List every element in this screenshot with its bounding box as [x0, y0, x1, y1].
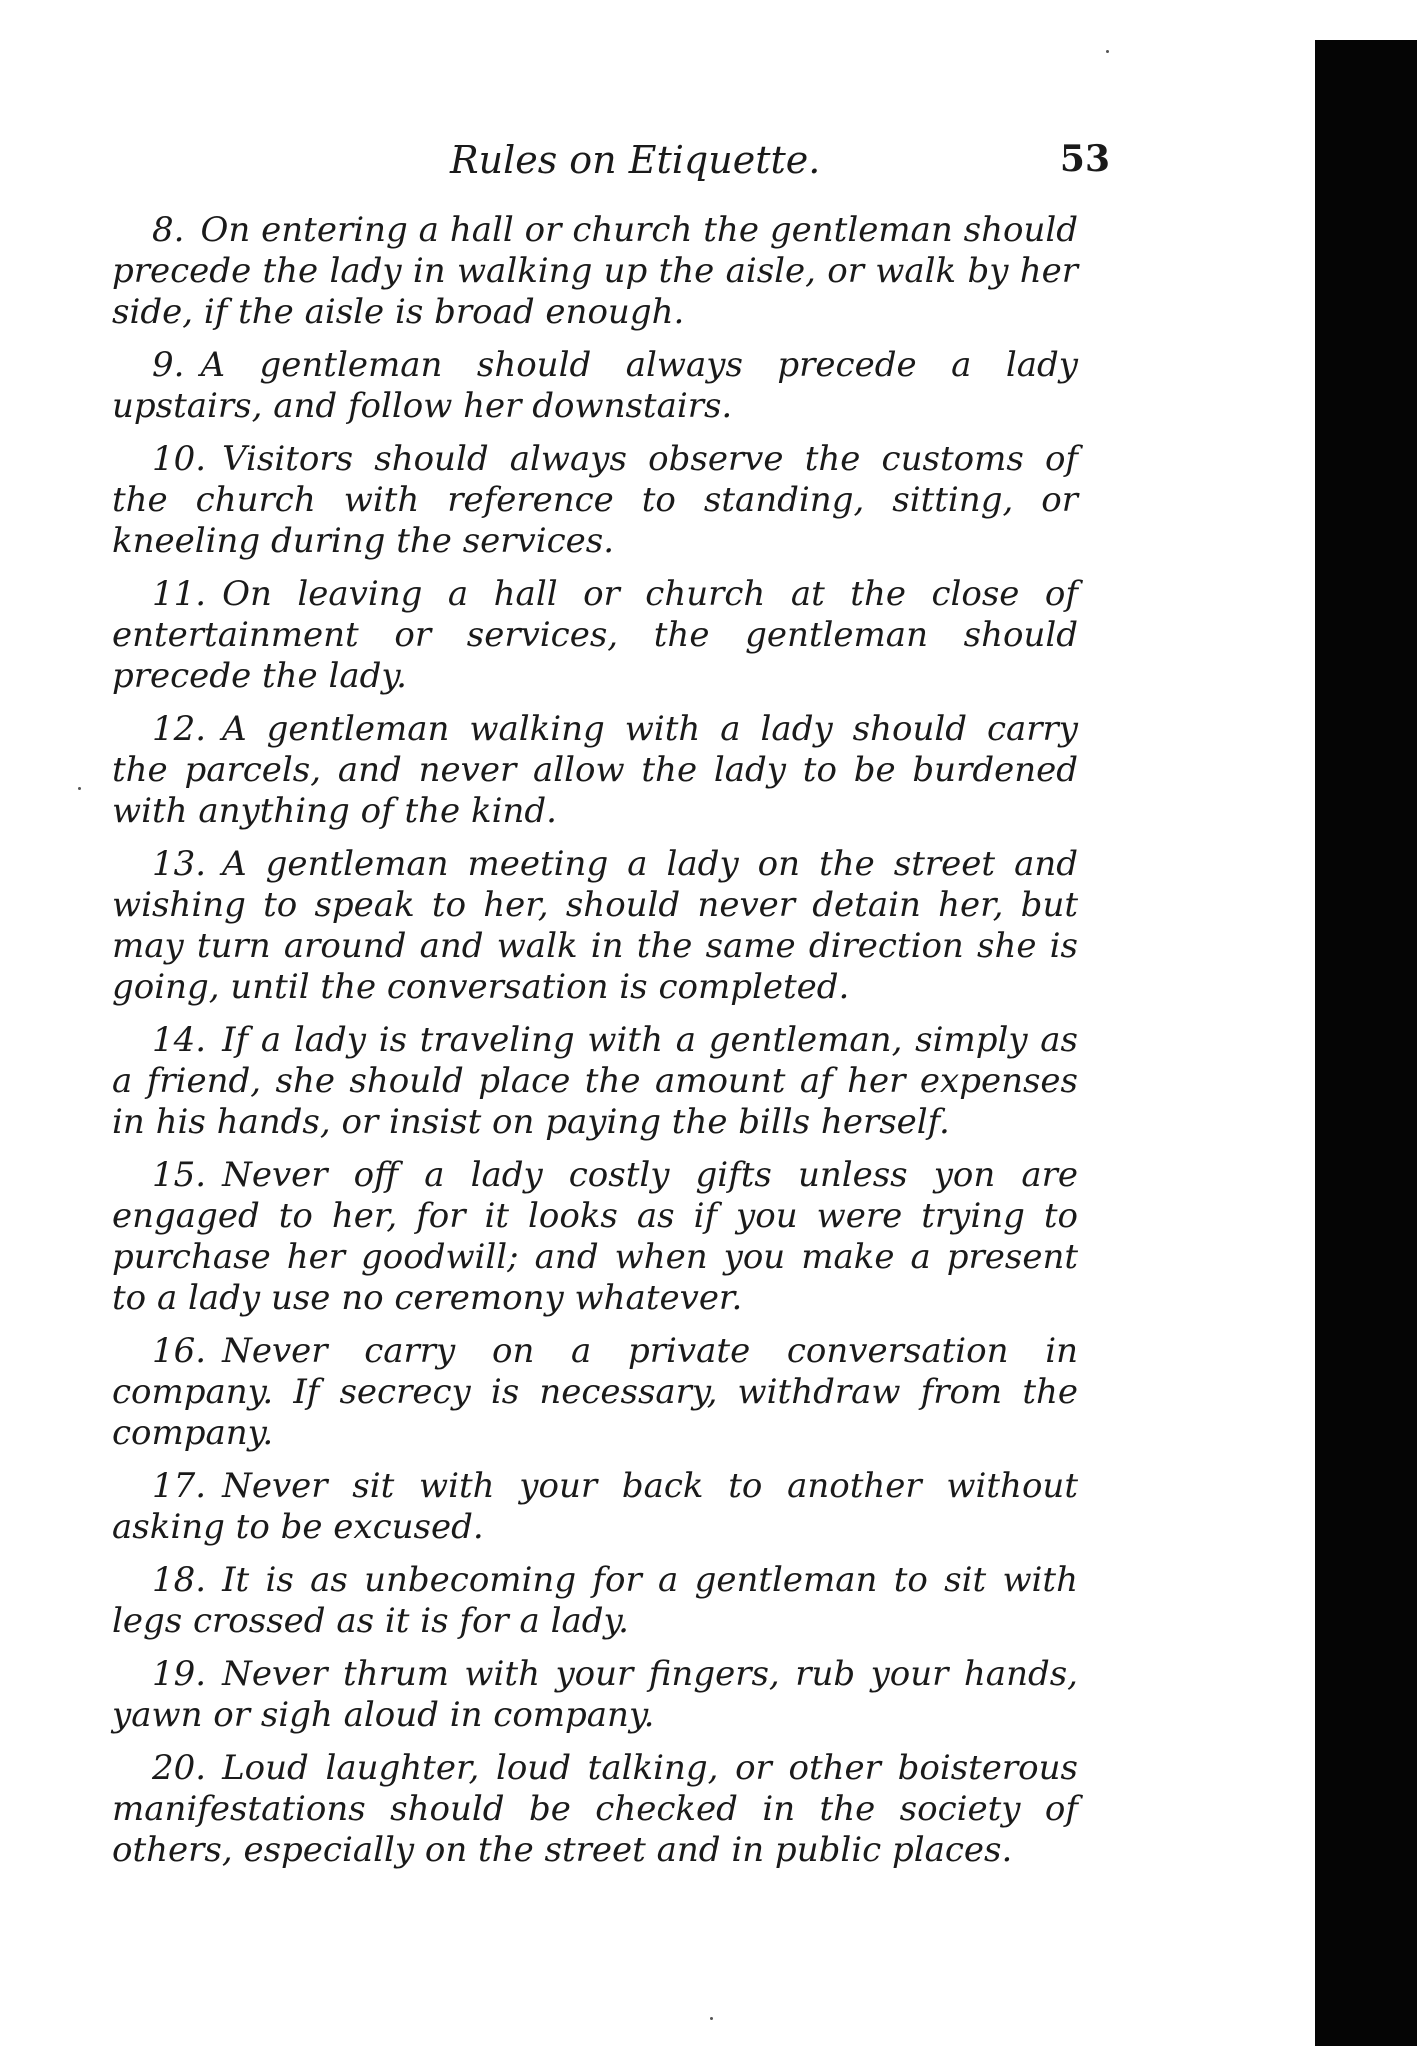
rule-item — [112, 1748, 1078, 1871]
rule-text: Visitors should always observe the customs of the church with reference to standing, sitting, or kneeling during the services. — [112, 439, 1078, 561]
rule-text: On leaving a hall or church at the close of entertainment or services, the gentleman should precede the lady. — [112, 574, 1078, 696]
running-title: Rules on Etiquette. — [450, 138, 821, 182]
rule-item — [112, 1560, 1078, 1642]
rule-number: 8. — [152, 210, 185, 250]
rule-number: 15. — [152, 1155, 207, 1195]
rule-number: 12. — [152, 709, 207, 749]
rule-text: A gentleman should always precede a lady upstairs, and follow her downstairs. — [112, 345, 1078, 426]
rule-number: 18. — [152, 1560, 207, 1600]
rule-text: A gentleman walking with a lady should carry the parcels, and never allow the lady to be burdened with anything of the kind. — [112, 709, 1078, 831]
rule-text: It is as unbecoming for a gentleman to sit with legs crossed as it is for a lady. — [112, 1560, 1078, 1641]
rule-item — [112, 1466, 1078, 1548]
scan-speck — [710, 2017, 713, 2020]
rule-number: 13. — [152, 844, 207, 884]
rule-item — [112, 1020, 1078, 1143]
rule-number: 14. — [152, 1020, 207, 1060]
rule-item — [112, 439, 1078, 562]
rule-number: 19. — [152, 1654, 207, 1694]
rules-list — [112, 210, 1078, 1883]
rule-text: A gentleman meeting a lady on the street and wishing to speak to her, should never detain her, but may turn around and walk in the same direction she is going, until the conversation is completed. — [112, 844, 1078, 1007]
rule-item — [112, 1654, 1078, 1736]
rule-item — [112, 574, 1078, 697]
rule-item — [112, 210, 1078, 333]
rule-item — [112, 345, 1078, 427]
rule-text: Never sit with your back to another without asking to be excused. — [112, 1466, 1078, 1547]
rule-number: 16. — [152, 1331, 207, 1371]
rule-item — [112, 709, 1078, 832]
rule-number: 9. — [152, 345, 185, 385]
rule-item — [112, 1331, 1078, 1454]
rule-text: Never thrum with your fingers, rub your hands, yawn or sigh aloud in company. — [112, 1654, 1078, 1735]
rule-number: 11. — [152, 574, 207, 614]
rule-item — [112, 844, 1078, 1008]
rule-number: 10. — [152, 439, 207, 479]
page-header — [450, 138, 1110, 198]
rule-text: If a lady is traveling with a gentleman, simply as a friend, she should place the amount af her expenses in his hands, or insist on paying the bills herself. — [112, 1020, 1078, 1142]
scan-edge-bar — [1315, 40, 1417, 2046]
rule-item — [112, 1155, 1078, 1319]
rule-text: On entering a hall or church the gentleman should precede the lady in walking up the aisle, or walk by her side, if the aisle is broad enough. — [112, 210, 1078, 332]
scan-speck — [78, 787, 81, 790]
rule-text: Never carry on a private conversation in company. If secrecy is necessary, withdraw from the company. — [112, 1331, 1078, 1453]
rule-text: Never off a lady costly gifts unless yon are engaged to her, for it looks as if you were trying to purchase her goodwill; and when you make a present to a lady use no ceremony whatever. — [112, 1155, 1078, 1318]
page-number: 53 — [1059, 138, 1110, 180]
scan-speck — [1106, 50, 1109, 53]
rule-text: Loud laughter, loud talking, or other boisterous manifestations should be checked in the society of others, especially on the street and in public places. — [112, 1748, 1078, 1870]
rule-number: 20. — [152, 1748, 207, 1788]
rule-number: 17. — [152, 1466, 207, 1506]
